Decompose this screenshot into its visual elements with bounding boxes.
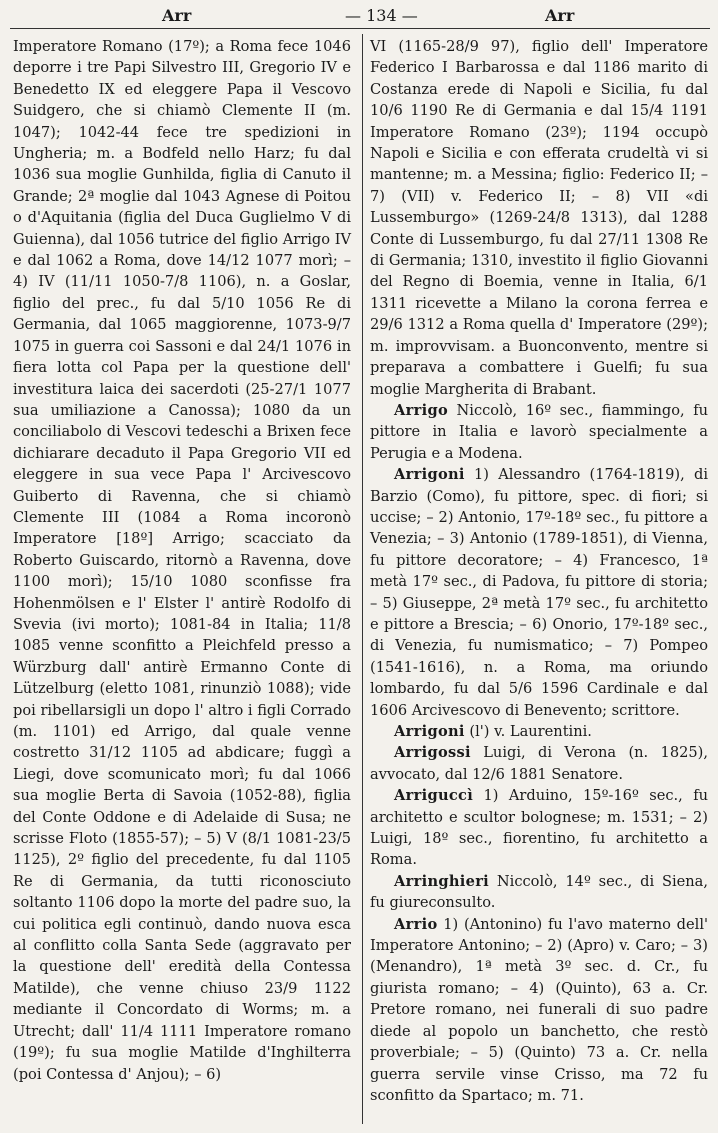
entry-headword: Arrio <box>394 915 438 933</box>
entry-text: Niccolò, 16º sec., fiammingo, fu pittore in Italia e lavorò specialmente a Perugia e a Modena. <box>370 401 709 462</box>
left-column-text: Imperatore Romano (17º); a Roma fece 1046 deporre i tre Papi Silvestro III, Gregorio IV e Benedetto IX ed eleggere Papa il Vescovo Suidgero, che si chiamò Clemente II (m. 1047); 1042-44 fece tre spedizioni in Ungheria; m. a Bodfeld nello Harz; fu dal 1036 sua moglie Gunhilda, figlia di Canuto il Grande; 2ª moglie dal 1043 Agnese di Poitou o d'Aquitania (figlia del Duca Guglielmo V di Guienna), dal 1056 tutrice del figlio Arrigo IV e dal 1062 a Roma, dove 14/12 1077 morì; – 4) IV (11/11 1050-7/8 1106), n. a Goslar, figlio del prec., fu dal 5/10 1056 Re di Germania, dal 1065 maggiorenne, 1073-9/7 1075 in guerra coi Sassoni e dal 24/1 1076 in fiera lotta col Papa per la questione dell' investitura laica dei sacerdoti (25-27/1 1077 sua umiliazione a Canossa); 1080 da un conciliabolo di Vescovi tedeschi a Brixen fece dichiarare decaduto il Papa Gregorio VII ed eleggere in sua vece Papa l' Arcivescovo Guiberto di Ravenna, che si chiamò Clemente III (1084 a Roma incoronò Imperatore [18º] Arrigo; scacciato da Roberto Guiscardo, ritornò a Ravenna, dove 1100 morì); 15/10 1080 sconfisse fra Hohenmölsen e l' Elster l' antirè Rodolfo di Svevia (ivi morto); 1081-84 in Italia; 11/8 1085 venne sconfitto a Pleichfeld presso a Würzburg dall' antirè Ermanno Conte di Lützelburg (eletto 1081, rinunziò 1088); vide poi ribellarsigli un dopo l' altro i figli Corrado (m. 1101) ed Arrigo, dal quale venne costretto 31/12 1105 ad abdicare; fuggì a Liegi, dove scomunicato morì; fu dal 1066 sua moglie Berta di Savoia (1052-88), figlia del Conte Oddone e di Adelaide di Susa; ne scrisse Floto (1855-57); – 5) V (8/1 1081-23/5 1125), 2º figlio del precedente, fu dal 1105 Re di Germania, da tutti riconosciuto soltanto 1106 dopo la morte del padre suo, la cui politica egli continuò, dando nuova esca al conflitto colla Santa Sede (aggravato per la questione dell' eredità della Contessa Matilde), che venne chiuso 23/9 1122 mediante il Concordato di Worms; m. a Utrecht; dall' 11/4 1111 Imperatore romano (19º); fu sua moglie Matilde d'Inghilterra (poi Contessa d' Anjou); – 6) <box>13 38 351 1083</box>
page-number: — 134 — <box>345 6 418 25</box>
entry-arrigoni-ref <box>370 721 708 742</box>
entry-text: Niccolò, 14º sec., di Siena, fu giureconsulto. <box>370 872 709 912</box>
page-header <box>0 2 718 28</box>
entry-arrigossi <box>370 742 708 785</box>
entry-arrigo <box>370 400 708 464</box>
entry-headword: Arrigossi <box>394 744 471 762</box>
header-right-keyword: Arr <box>545 6 575 25</box>
right-column <box>370 36 708 1106</box>
entry-arrio <box>370 914 708 1107</box>
entry-text: 1) Alessandro (1764-1819), di Barzio (Como), fu pittore, spec. di fiori; si uccise; – 2) Antonio, 17º-18º sec., fu pittore a Venezia; – 3) Antonio (1789-1851), di Vienna, fu pittore decoratore; – 4) Francesco, 1ª metà 17º sec., di Padova, fu pittore di storia; – 5) Giuseppe, 2ª metà 17º sec., fu architetto e pittore a Brescia; – 6) Onorio, 17º-18º sec., di Venezia, fu numismatico; – 7) Pompeo (1541-1616), n. a Roma, ma oriundo lombardo, fu dal 5/6 1596 Cardinale e dal 1606 Arcivescovo di Benevento; scrittore. <box>370 466 708 719</box>
entry-headword: Arrigoni <box>394 723 465 740</box>
entry-headword: Arringhieri <box>394 872 490 890</box>
column-divider <box>362 34 363 1124</box>
entry-text: (l') v. Laurentini. <box>469 723 592 740</box>
entry-text: 1) (Antonino) fu l'avo materno dell' Imperatore Antonino; – 2) (Apro) v. Caro; – 3) (Menandro), 1ª metà 3º sec. d. Cr., fu giurista romano; – 4) (Quinto), 63 a. Cr. Pretore romano, nei funerali di suo padre diede al popolo un banchetto, che restò proverbiale; – 5) (Quinto) 73 a. Cr. nella guerra servile vinse Crisso, ma 72 fu sconfitto da Spartaco; m. 71. <box>370 915 709 1104</box>
header-rule <box>10 28 710 29</box>
left-column <box>13 36 351 1085</box>
entry-text: Luigi, di Verona (n. 1825), avvocato, dal 12/6 1881 Senatore. <box>370 744 709 783</box>
entry-headword: Arrigo <box>394 401 448 419</box>
entry-text: 1) Arduino, 15º-16º sec., fu architetto e scultor bolognese; m. 1531; – 2) Luigi, 18º sec., fiorentino, fu architetto a Roma. <box>370 787 708 869</box>
entry-headword: Arriguccì <box>394 787 474 805</box>
entry-headword: Arrigoni <box>394 466 465 484</box>
right-column-continuation: VI (1165-28/9 97), figlio dell' Imperatore Federico I Barbarossa e dal 1186 marito di Costanza erede di Napoli e Sicilia, fu dal 10/6 1190 Re di Germania e dal 15/4 1191 Imperatore Romano (23º); 1194 occupò Napoli e Sicilia e con efferata crudeltà vi si mantenne; m. a Messina; figlio: Federico II; – 7) (VII) v. Federico II; – 8) VII «di Lussemburgo» (1269-24/8 1313), dal 1288 Conte di Lussemburgo, fu dal 27/11 1308 Re di Germania; 1310, investito il figlio Giovanni del Regno di Boemia, venne in Italia, 6/1 1311 ricevette a Milano la corona ferrea e 29/6 1312 a Roma quella d' Imperatore (29º); m. improvvisam. a Buonconvento, mentre si preparava a combattere i Guelfi; fu sua moglie Margherita di Brabant. <box>370 38 708 398</box>
entry-arrigucci <box>370 785 708 871</box>
entry-arrigoni <box>370 464 708 721</box>
entry-arringhieri <box>370 871 708 914</box>
header-left-keyword: Arr <box>162 6 192 25</box>
